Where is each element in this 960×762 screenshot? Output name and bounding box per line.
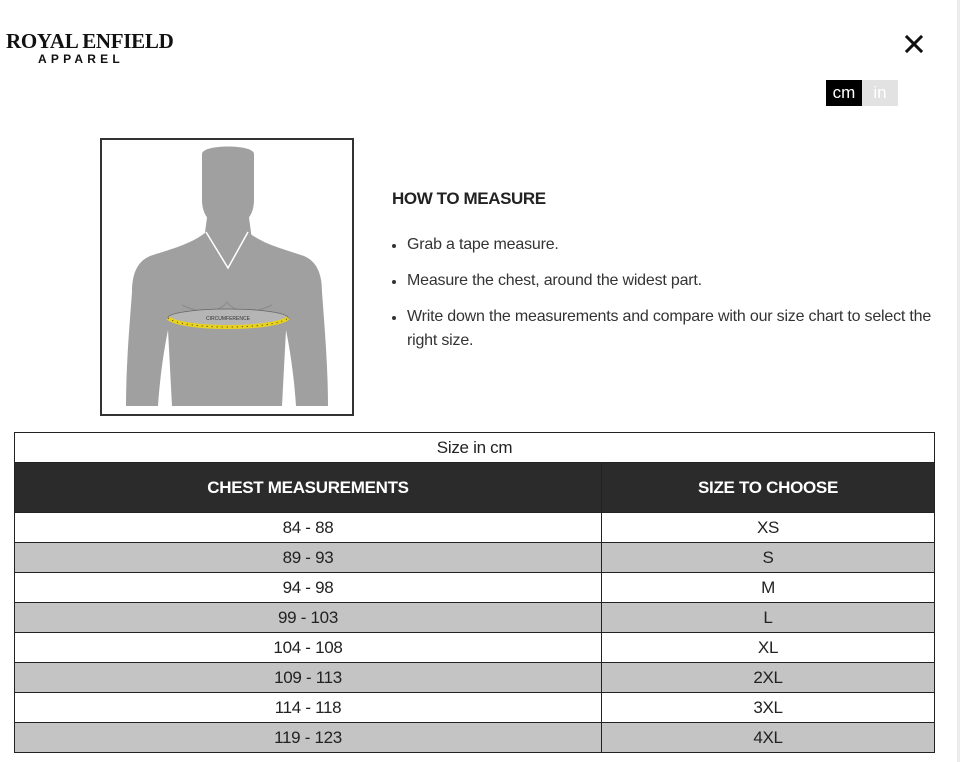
measure-steps-list <box>392 233 932 353</box>
how-to-measure-title: HOW TO MEASURE <box>392 189 546 208</box>
table-row <box>15 543 935 573</box>
chest-range-cell: 99 - 103 <box>15 603 602 633</box>
how-to-measure-section <box>392 188 932 365</box>
chest-range-cell: 94 - 98 <box>15 573 602 603</box>
measure-step: Measure the chest, around the widest part. <box>392 269 932 293</box>
brand-name: ROYAL ENFIELD <box>6 29 174 53</box>
table-row <box>15 573 935 603</box>
chest-range-cell: 89 - 93 <box>15 543 602 573</box>
table-row <box>15 693 935 723</box>
size-cell: 2XL <box>602 663 935 693</box>
brand-sub: APPAREL <box>38 52 124 66</box>
close-button[interactable] <box>900 30 928 58</box>
column-header-size: SIZE TO CHOOSE <box>602 463 935 513</box>
unit-toggle[interactable] <box>826 80 898 106</box>
table-row <box>15 603 935 633</box>
table-row <box>15 663 935 693</box>
size-cell: XL <box>602 633 935 663</box>
chest-range-cell: 84 - 88 <box>15 513 602 543</box>
size-cell: XS <box>602 513 935 543</box>
brand-logo <box>6 29 174 66</box>
chest-mannequin-icon <box>102 140 352 414</box>
table-row <box>15 723 935 753</box>
size-cell: 3XL <box>602 693 935 723</box>
unit-in-button[interactable]: in <box>862 80 898 106</box>
size-cell: L <box>602 603 935 633</box>
column-header-chest: CHEST MEASUREMENTS <box>15 463 602 513</box>
chest-range-cell: 109 - 113 <box>15 663 602 693</box>
close-icon <box>900 30 928 58</box>
measure-step: Grab a tape measure. <box>392 233 932 257</box>
table-row <box>15 513 935 543</box>
size-cell: M <box>602 573 935 603</box>
measure-illustration <box>100 138 354 416</box>
size-chart-table <box>14 432 935 753</box>
size-cell: S <box>602 543 935 573</box>
measure-step: Write down the measurements and compare with our size chart to select the right size. <box>392 305 932 353</box>
chest-range-cell: 104 - 108 <box>15 633 602 663</box>
size-chart-caption: Size in cm <box>15 433 935 463</box>
chest-range-cell: 119 - 123 <box>15 723 602 753</box>
size-cell: 4XL <box>602 723 935 753</box>
unit-cm-button[interactable]: cm <box>826 80 862 106</box>
chest-range-cell: 114 - 118 <box>15 693 602 723</box>
circumference-label: CIRCUMFERENCE <box>206 316 250 322</box>
table-row <box>15 633 935 663</box>
